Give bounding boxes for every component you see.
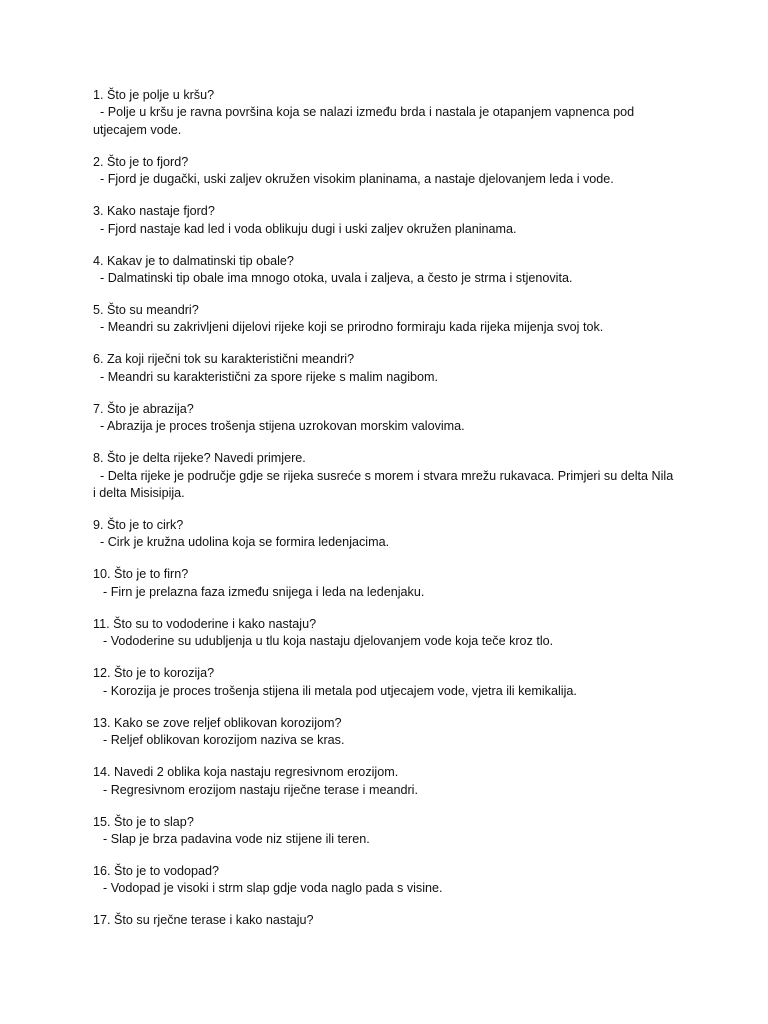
question-8: 8. Što je delta rijeke? Navedi primjere. xyxy=(93,451,306,466)
answer-9: - Cirk je kružna udolina koja se formira ledenjacima. xyxy=(100,535,390,550)
answer-3: - Fjord nastaje kad led i voda oblikuju dugi i uski zaljev okružen planinama. xyxy=(100,221,517,236)
question-3: 3. Kako nastaje fjord? xyxy=(93,204,215,219)
qa-item-10 xyxy=(93,566,678,601)
answer-13: - Reljef oblikovan korozijom naziva se kras. xyxy=(103,733,345,748)
qa-item-7 xyxy=(93,401,678,436)
qa-item-17 xyxy=(93,912,678,929)
answer-16: - Vodopad je visoki i strm slap gdje voda naglo pada s visine. xyxy=(103,881,443,896)
question-1: 1. Što je polje u kršu? xyxy=(93,88,215,102)
question-7: 7. Što je abrazija? xyxy=(93,401,194,416)
answer-7: - Abrazija je proces trošenja stijena uzrokovan morskim valovima. xyxy=(100,419,465,434)
question-10: 10. Što je to firn? xyxy=(93,567,189,582)
qa-item-13 xyxy=(93,715,678,750)
answer-2: - Fjord je dugački, uski zaljev okružen visokim planinama, a nastaje djelovanjem leda i vode. xyxy=(100,172,614,187)
qa-item-8 xyxy=(93,450,678,502)
answer-6: - Meandri su karakteristični za spore rijeke s malim nagibom. xyxy=(100,369,439,384)
qa-item-15 xyxy=(93,814,678,849)
question-12: 12. Što je to korozija? xyxy=(93,666,215,681)
question-13: 13. Kako se zove reljef oblikovan korozijom? xyxy=(93,715,342,730)
answer-14: - Regresivnom erozijom nastaju riječne terase i meandri. xyxy=(103,782,418,797)
question-16: 16. Što je to vodopad? xyxy=(93,863,220,878)
qa-item-2 xyxy=(93,154,678,189)
answer-10: - Firn je prelazna faza između snijega i leda na ledenjaku. xyxy=(103,584,425,599)
qa-item-3 xyxy=(93,203,678,238)
answer-11: - Vododerine su udubljenja u tlu koja nastaju djelovanjem vode koja teče kroz tlo. xyxy=(103,634,554,649)
question-6: 6. Za koji riječni tok su karakteristični meandri? xyxy=(93,352,355,367)
answer-12: - Korozija je proces trošenja stijena ili metala pod utjecajem vode, vjetra ili kemikalija. xyxy=(103,683,577,698)
question-4: 4. Kakav je to dalmatinski tip obale? xyxy=(93,253,294,268)
answer-4: - Dalmatinski tip obale ima mnogo otoka, uvala i zaljeva, a često je strma i stjenovita. xyxy=(100,271,573,286)
answer-1: - Polje u kršu je ravna površina koja se nalazi između brda i nastala je otapanjem vapnenca pod utjecajem vode. xyxy=(93,105,635,137)
answer-5: - Meandri su zakrivljeni dijelovi rijeke koji se prirodno formiraju kada rijeka mijenja svoj tok. xyxy=(100,320,604,335)
answer-8: - Delta rijeke je područje gdje se rijeka susreće s morem i stvara mrežu rukavaca. Primjeri su delta Nila i delta Misisipija. xyxy=(93,468,674,501)
question-14: 14. Navedi 2 oblika koja nastaju regresivnom erozijom. xyxy=(93,765,399,780)
qa-item-4 xyxy=(93,253,678,288)
qa-item-12 xyxy=(93,665,678,700)
qa-item-5 xyxy=(93,302,678,337)
qa-item-6 xyxy=(93,351,678,386)
question-2: 2. Što je to fjord? xyxy=(93,154,189,169)
qa-item-9 xyxy=(93,517,678,552)
qa-item-16 xyxy=(93,863,678,898)
question-15: 15. Što je to slap? xyxy=(93,814,194,829)
qa-item-11 xyxy=(93,616,678,651)
qa-item-1 xyxy=(93,87,678,139)
question-5: 5. Što su meandri? xyxy=(93,303,199,318)
question-11: 11. Što su to vododerine i kako nastaju? xyxy=(93,616,317,631)
question-9: 9. Što je to cirk? xyxy=(93,518,184,533)
qa-item-14 xyxy=(93,764,678,799)
answer-15: - Slap je brza padavina vode niz stijene ili teren. xyxy=(103,831,370,846)
question-17: 17. Što su rječne terase i kako nastaju? xyxy=(93,913,314,928)
document-body xyxy=(93,87,678,944)
